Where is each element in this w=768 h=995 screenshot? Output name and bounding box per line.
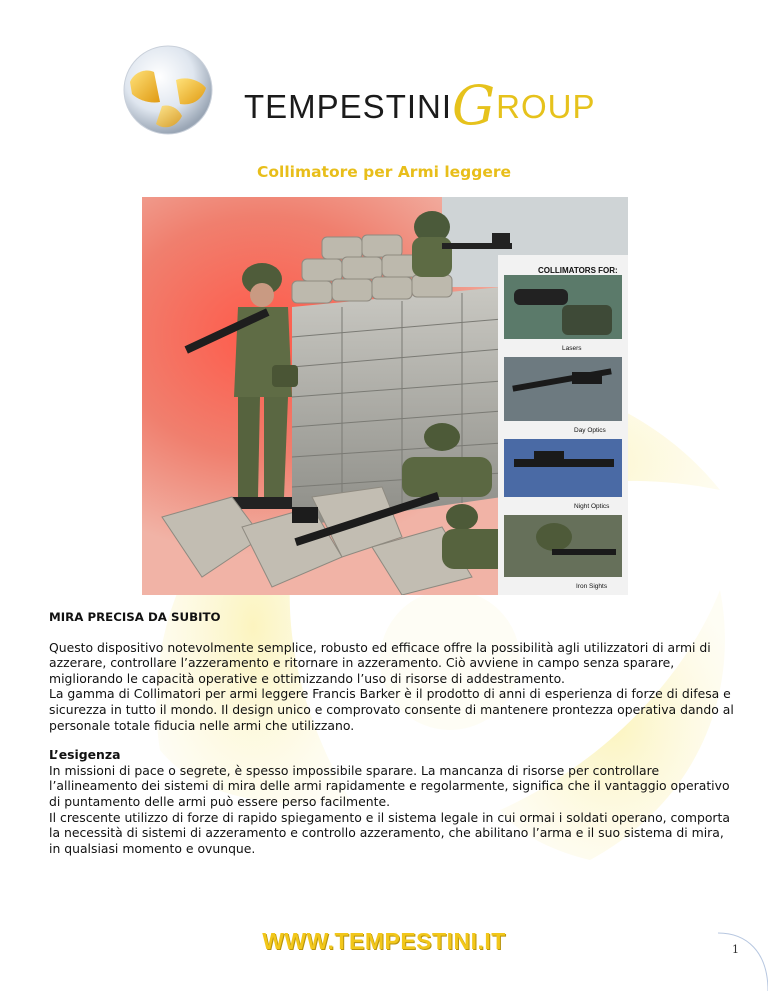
section-heading: MIRA PRECISA DA SUBITO [49,610,221,624]
photo-caption-lasers: Lasers [562,345,582,352]
paragraph: Il crescente utilizzo di forze di rapido spiegamento e il sistema legale in cui ormai i soldati operano, comporta la necessità di sistemi di azzeramento e controllo azzeramento, che abilitano l’arma e il suo sistema di mira, in qualsiasi momento e ovunque. [49,809,730,856]
photo-header-label: COLLIMATORS FOR: [538,266,618,275]
collimator-photo [142,197,628,595]
logo-wordmark: TEMPESTINIGROUP [244,74,596,137]
paragraph: La gamma di Collimatori per armi leggere Francis Barker è il prodotto di anni di esperienza di forze di difesa e sicurezza in tutto il mondo. Il design unico e comprovato consente di mantenere prontezza operativa dando al personale totale fiducia nelle armi che utilizzano. [49,686,734,733]
logo-sphere-icon [120,42,216,138]
photo-caption-night-optics: Night Optics [574,503,610,510]
document-title: Collimatore per Armi leggere [256,163,512,181]
photo-caption-day-optics: Day Optics [574,427,606,434]
document-body [49,610,739,856]
page-number-badge [718,931,768,991]
paragraph: Questo dispositivo notevolmente semplice, robusto ed efficace offre la possibilità agli utilizzatori di armi di azzerare, controllare l’azzeramento e ritornare in azzeramento. Ciò avviene in campo senza sparare, migliorando le capacità operative e ottimizzando l’uso di risorse di addestramento. [49,639,711,686]
footer-website-link[interactable]: WWW.TEMPESTINI.IT [262,928,506,954]
page-number: 1 [732,943,739,956]
page-corner-curve-icon [718,931,768,991]
photo-caption-iron-sights: Iron Sights [576,583,608,590]
company-logo [120,42,660,142]
section-heading: L’esigenza [49,747,121,763]
paragraph: In missioni di pace o segrete, è spesso impossibile sparare. La mancanza di risorse per controllare l’allineamento dei sistemi di mira delle armi rapidamente e regolarmente, significa che il vantaggio operativo di puntamento delle armi può essere perso facilmente. [49,762,730,809]
